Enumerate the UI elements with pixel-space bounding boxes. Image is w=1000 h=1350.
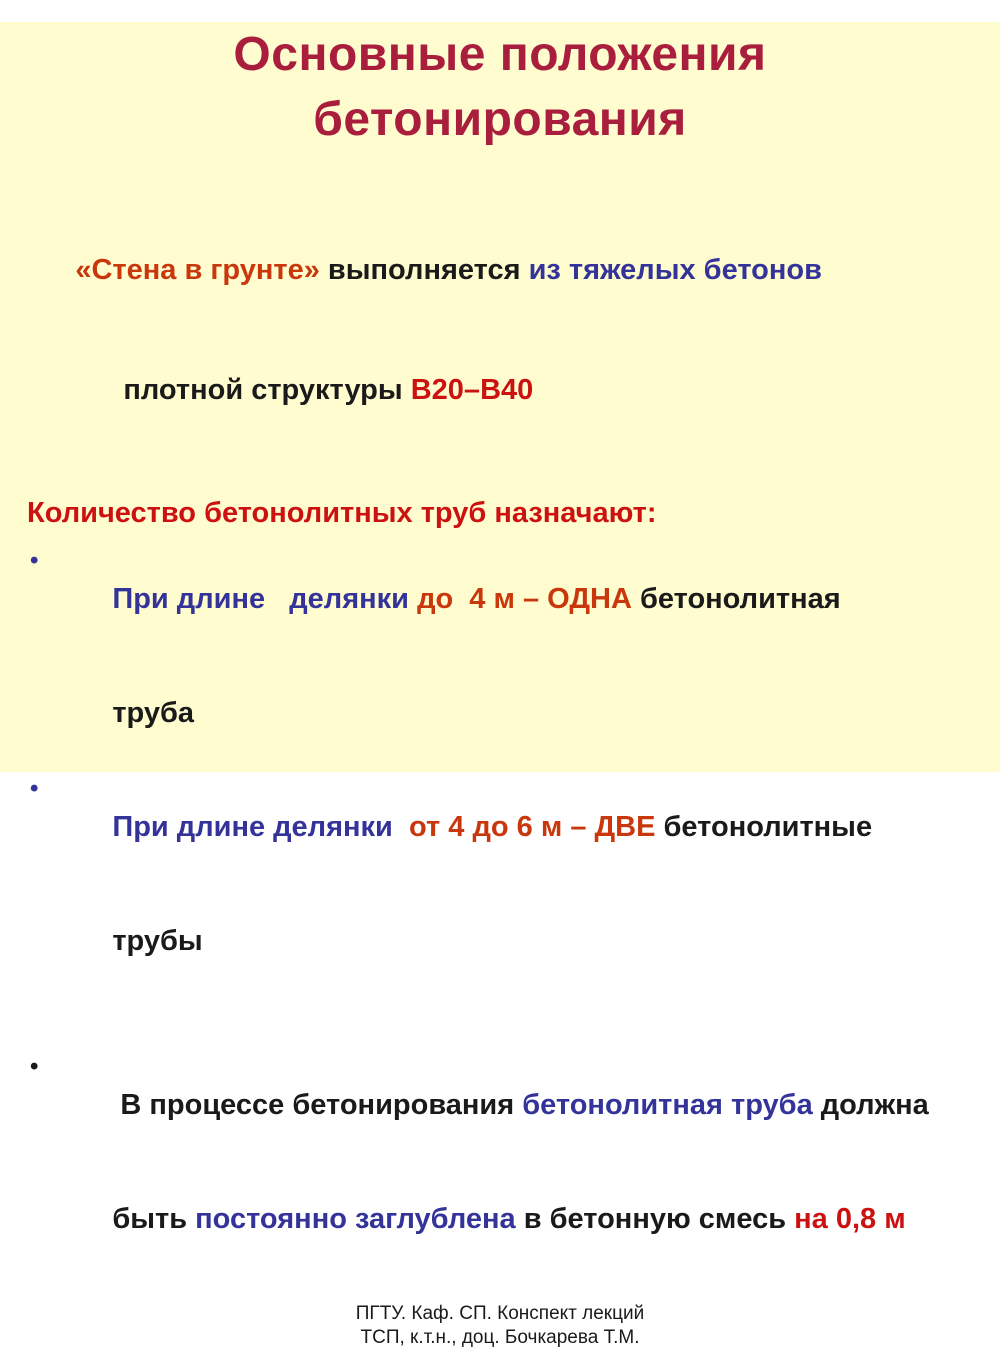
text-segment: В20–В40 — [410, 374, 534, 406]
text-segment: бетонолитная труба — [522, 1089, 813, 1121]
bullet-item-pipe-depth — [0, 1048, 1000, 1276]
text-segment: «Стена в грунте» — [75, 254, 320, 286]
slide-title — [0, 22, 1000, 152]
text-segment: бетонолитные — [663, 811, 873, 843]
text-segment: труба — [112, 697, 195, 729]
text-segment: трубы — [112, 925, 203, 957]
section-heading: Количество бетонолитных труб назначают: — [27, 497, 657, 529]
intro-paragraph — [27, 210, 1000, 450]
text-segment: плотной структуры — [123, 374, 411, 406]
bullet-line — [64, 884, 1000, 998]
slide-title-line-2: бетонирования — [313, 93, 687, 146]
bullet-item-one-pipe — [0, 542, 1000, 770]
text-segment: быть — [112, 1203, 196, 1235]
bullet-icon: • — [30, 775, 39, 802]
footer-credits — [0, 1302, 1000, 1350]
text-segment: В процессе бетонирования — [112, 1089, 523, 1121]
presentation-slide — [0, 22, 1000, 1348]
intro-line-1 — [27, 210, 1000, 330]
bullet-line — [64, 1048, 1000, 1162]
text-segment: бетонолитная — [639, 583, 841, 615]
text-segment: должна — [812, 1089, 929, 1121]
bullet-item-two-pipes — [0, 770, 1000, 998]
text-segment: в бетонную смесь — [515, 1203, 795, 1235]
bullet-line — [64, 770, 1000, 884]
intro-line-2 — [27, 330, 1000, 450]
footer-line-2: ТСП, к.т.н., доц. Бочкарева Т.М. — [360, 1327, 640, 1348]
bullet-line — [64, 542, 1000, 656]
bullet-line — [64, 656, 1000, 770]
text-segment: от 4 до 6 м – ДВЕ — [400, 811, 664, 843]
text-segment: При длине делянки — [112, 811, 401, 843]
bullet-icon: • — [30, 547, 39, 574]
text-segment: из тяжелых бетонов — [528, 254, 822, 286]
text-segment: выполняется — [319, 254, 529, 286]
slide-title-line-1: Основные положения — [233, 28, 767, 81]
text-segment: до 4 м – ОДНА — [417, 583, 640, 615]
text-segment: постоянно заглублена — [195, 1203, 516, 1235]
footer-line-1: ПГТУ. Каф. СП. Конспект лекций — [355, 1303, 645, 1324]
bullet-line — [64, 1162, 1000, 1276]
text-segment: При длине делянки — [112, 583, 418, 615]
text-segment: на 0,8 м — [794, 1203, 906, 1235]
bullet-icon: • — [30, 1053, 39, 1080]
